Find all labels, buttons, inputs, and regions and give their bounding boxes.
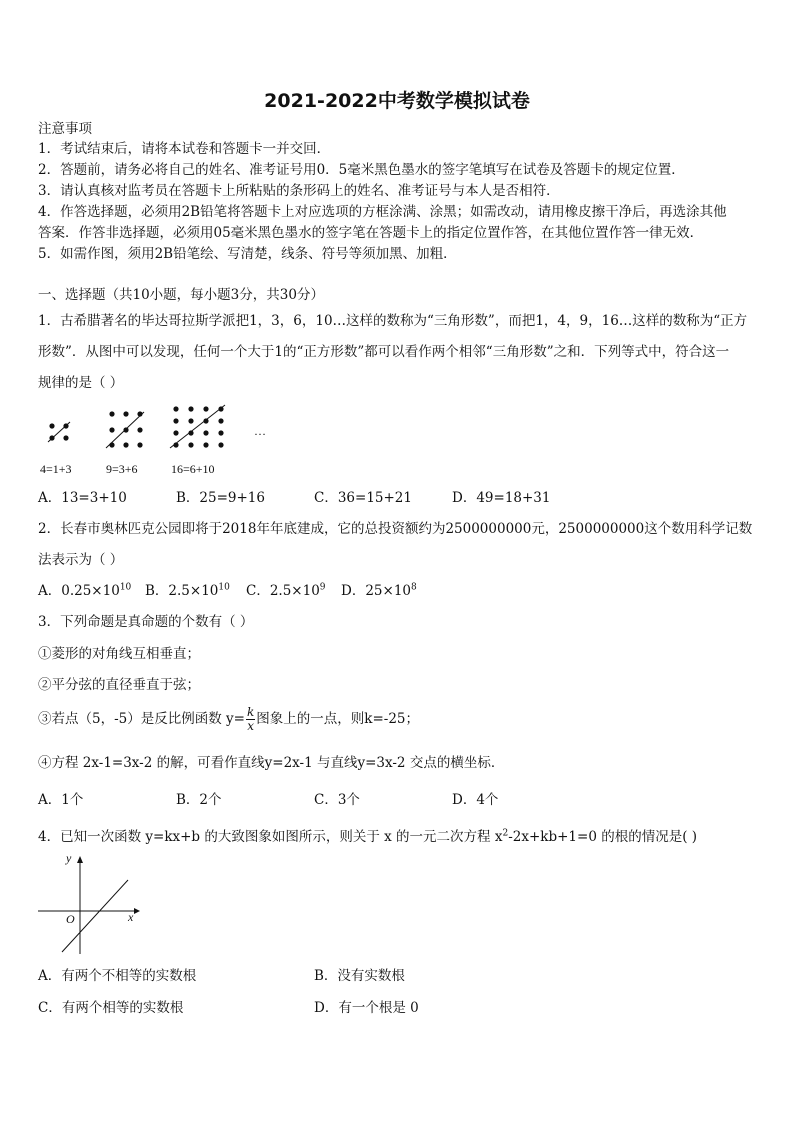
q1-option-c: C．36=15+21 (314, 490, 412, 506)
q2-line-2: 法表示为（ ） (38, 552, 124, 568)
notice-item-2: 2．答题前，请务必将自己的姓名、准考证号用0．5毫米黑色墨水的签字笔填写在试卷及答题卡的规定位置． (38, 162, 685, 178)
fraction-k-over-x: $\frac{k}{x}$ (246, 705, 255, 733)
q4-origin-label: O (66, 912, 75, 926)
page-title: 2021-2022中考数学模拟试卷 (264, 90, 530, 112)
q3-option-d: D．4个 (452, 792, 499, 808)
q2-line-1: 2．长春市奥林匹克公园即将于2018年年底建成，它的总投资额约为2500000000元，2500000000这个数用科学记数 (38, 521, 753, 537)
notice-item-3: 3．请认真核对监考员在答题卡上所粘贴的条形码上的姓名、准考证号与本人是否相符． (38, 183, 560, 199)
q1-option-a: A．13=3+10 (38, 490, 127, 506)
dots-4x4 (170, 405, 225, 448)
q2-option-d: D．$25\times 10^8$ (341, 582, 417, 599)
q1-fig-label-2: 9=3+6 (106, 462, 138, 476)
dots-3x3 (106, 411, 144, 448)
q4-y-axis-label: y (66, 851, 72, 865)
q3-option-a: A．1个 (38, 792, 84, 808)
q3-statement-2: ②平分弦的直径垂直于弦； (38, 677, 200, 693)
q1-fig-label-1: 4=1+3 (40, 462, 72, 476)
q2-option-a: A．$0.25\times 10^{10}$ (38, 582, 132, 599)
q3-stem: 3．下列命题是真命题的个数有（ ） (38, 614, 254, 630)
q1-dot-figure (0, 400, 794, 460)
notice-heading: 注意事项 (38, 121, 92, 137)
q1-line-3: 规律的是（ ） (38, 375, 124, 391)
notice-item-1: 1．考试结束后，请将本试卷和答题卡一并交回． (38, 141, 331, 157)
q4-stem: 4．已知一次函数 y=kx+b 的大致图象如图所示，则关于 x 的一元二次方程 $x^2-2x+kb+1=0$ 的根的情况是( ) (38, 828, 698, 845)
q4-option-b: B．没有实数根 (314, 968, 405, 984)
q3-option-b: B．2个 (176, 792, 222, 808)
q3-statement-4: ④方程 2x-1=3x-2 的解，可看作直线y=2x-1 与直线y=3x-2 交点的横坐标． (38, 755, 505, 771)
q1-line-2: 形数”．从图中可以发现，任何一个大于1的“正方形数”都可以看作两个相邻“三角形数”之和．下列等式中，符合这一 (38, 344, 730, 360)
q1-option-b: B．25=9+16 (176, 490, 265, 506)
notice-item-5: 5．如需作图，须用2B铅笔绘、写清楚，线条、符号等须加黑、加粗． (38, 246, 457, 262)
q4-graph (36, 854, 146, 959)
q1-fig-label-3: 16=6+10 (171, 462, 215, 476)
dots-2x2 (48, 422, 70, 442)
q2-option-c: C．$2.5\times 10^9$ (246, 582, 326, 599)
q1-line-1: 1．古希腊著名的毕达哥拉斯学派把1，3，6，10…这样的数称为“三角形数”，而把1，4，9，16…这样的数称为“正方 (38, 313, 748, 329)
q3-statement-1: ①菱形的对角线互相垂直； (38, 646, 200, 662)
q4-x-axis-label: x (128, 910, 134, 924)
q3-option-c: C．3个 (314, 792, 360, 808)
q1-option-d: D．49=18+31 (452, 490, 551, 506)
q1-fig-ellipsis: … (254, 424, 266, 438)
notice-item-4-cont: 答案．作答非选择题，必须用05毫米黑色墨水的签字笔在答题卡上的指定位置作答，在其他位置作答一律无效． (38, 225, 704, 241)
notice-item-4: 4．作答选择题，必须用2B铅笔将答题卡上对应选项的方框涂满、涂黑；如需改动，请用橡皮擦干净后，再选涂其他 (38, 204, 727, 220)
q3-statement-3: ③若点（5，-5）是反比例函数 y= $\frac{k}{x}$ 图象上的一点，则k=-25； (38, 705, 419, 733)
section-heading: 一、选择题（共10小题，每小题3分，共30分） (38, 287, 324, 303)
q4-option-c: C．有两个相等的实数根 (38, 1000, 184, 1016)
q4-option-d: D．有一个根是 0 (314, 1000, 419, 1016)
q2-option-b: B．$2.5\times 10^{10}$ (145, 582, 230, 599)
q4-option-a: A．有两个不相等的实数根 (38, 968, 197, 984)
